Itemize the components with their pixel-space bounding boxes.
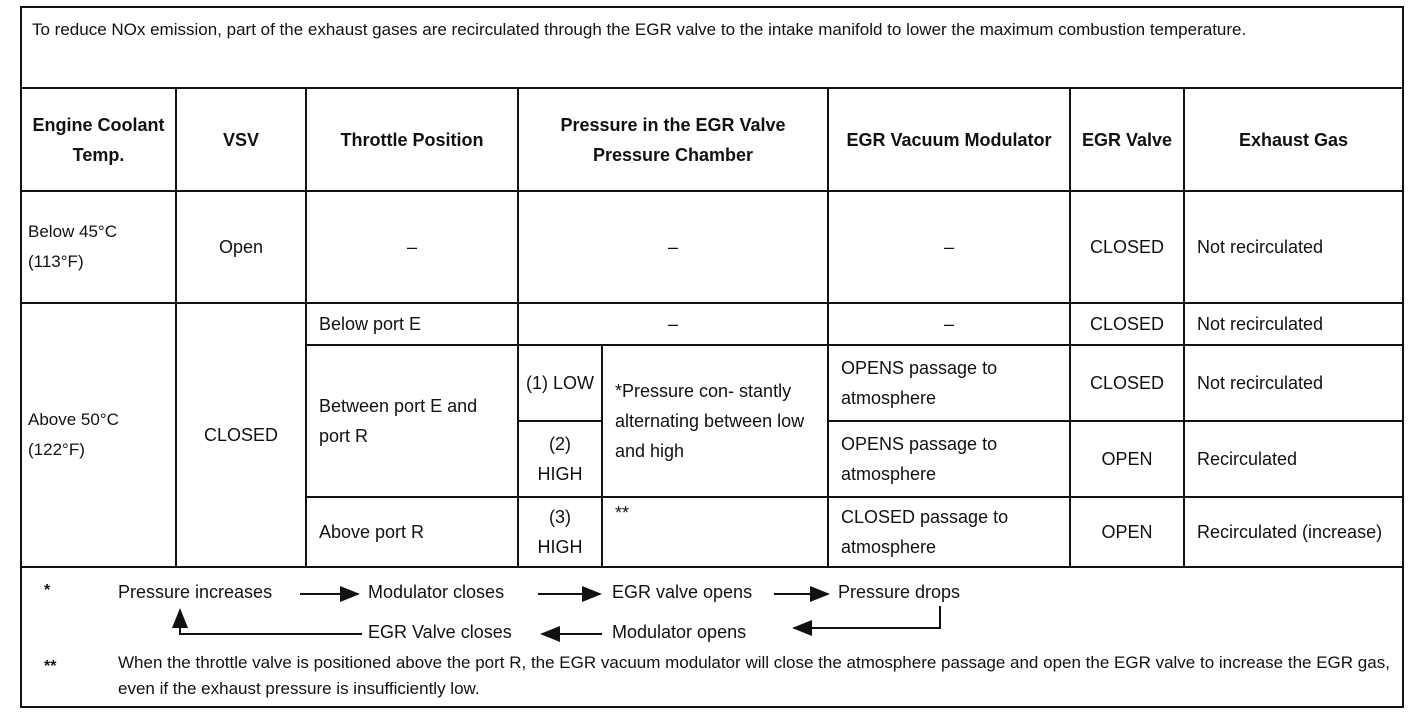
cell-modulator: – xyxy=(828,191,1070,303)
header-coolant-temp: Engine Coolant Temp. xyxy=(22,89,176,191)
cell-pressure-alternating-note: *Pressure con- stantly alternating between low and high xyxy=(602,345,828,497)
cell-exhaust: Not recirculated xyxy=(1184,303,1402,345)
cell-modulator: OPENS passage to atmosphere xyxy=(828,421,1070,497)
footnotes xyxy=(22,570,1402,706)
cell-egr-valve: CLOSED xyxy=(1070,303,1184,345)
cell-egr-valve: CLOSED xyxy=(1070,345,1184,421)
cell-modulator: CLOSED passage to atmosphere xyxy=(828,497,1070,567)
table-header-row xyxy=(22,89,1402,191)
footnote-marker: ** xyxy=(44,658,57,675)
header-exhaust-gas: Exhaust Gas xyxy=(1184,89,1402,191)
cell-pressure: – xyxy=(518,191,828,303)
cell-egr-valve: CLOSED xyxy=(1070,191,1184,303)
flow-modulator-closes: Modulator closes xyxy=(368,582,505,602)
cell-exhaust: Not recirculated xyxy=(1184,345,1402,421)
flow-pressure-increases: Pressure increases xyxy=(118,582,273,602)
cell-pressure-high: (3) HIGH xyxy=(518,497,602,567)
cell-vsv-open: Open xyxy=(176,191,306,303)
flow-modulator-opens: Modulator opens xyxy=(612,622,747,642)
header-throttle-position: Throttle Position xyxy=(306,89,518,191)
cell-modulator: OPENS passage to atmosphere xyxy=(828,345,1070,421)
cell-vsv-closed: CLOSED xyxy=(176,303,306,567)
footnote-throttle-above-port-r: When the throttle valve is positioned above the port R, the EGR vacuum modulator will close the atmosphere passage and open the EGR valve to increase the EGR gas, even if the exhaust pressure is insufficiently low. xyxy=(118,653,1390,698)
cell-exhaust: Not recirculated xyxy=(1184,191,1402,303)
flow-egr-valve-closes: EGR Valve closes xyxy=(368,622,512,642)
header-egr-valve: EGR Valve xyxy=(1070,89,1184,191)
cell-pressure-high: (2) HIGH xyxy=(518,421,602,497)
cell-throttle-below-port-e: Below port E xyxy=(306,303,518,345)
footnote-marker: * xyxy=(44,582,51,599)
cell-pressure-low: (1) LOW xyxy=(518,345,602,421)
header-vsv: VSV xyxy=(176,89,306,191)
header-vacuum-modulator: EGR Vacuum Modulator xyxy=(828,89,1070,191)
cell-throttle: – xyxy=(306,191,518,303)
cell-exhaust: Recirculated (increase) xyxy=(1184,497,1402,567)
cell-pressure: – xyxy=(518,303,828,345)
header-pressure-chamber: Pressure in the EGR Valve Pressure Chamber xyxy=(518,89,828,191)
flow-arrows-icon xyxy=(22,570,1402,650)
cell-throttle-between-e-r: Between port E and port R xyxy=(306,345,518,497)
flow-egr-valve-opens: EGR valve opens xyxy=(612,582,753,602)
cell-coolant-above-50: Above 50°C (122°F) xyxy=(22,303,176,567)
cell-egr-valve: OPEN xyxy=(1070,421,1184,497)
flow-pressure-drops: Pressure drops xyxy=(838,582,961,602)
cell-exhaust: Recirculated xyxy=(1184,421,1402,497)
cell-coolant-below-45: Below 45°C (113°F) xyxy=(22,191,176,303)
intro-text: To reduce NOx emission, part of the exhaust gases are recirculated through the EGR valve to the intake manifold to lower the maximum combustion temperature. xyxy=(32,20,1247,39)
table-row xyxy=(22,303,1402,345)
cell-pressure-note-ref: ** xyxy=(602,497,828,567)
cell-modulator: – xyxy=(828,303,1070,345)
egr-operation-table xyxy=(22,89,1402,568)
egr-system-document xyxy=(20,6,1404,708)
cell-throttle-above-port-r: Above port R xyxy=(306,497,518,567)
cell-egr-valve: OPEN xyxy=(1070,497,1184,567)
table-row xyxy=(22,191,1402,303)
